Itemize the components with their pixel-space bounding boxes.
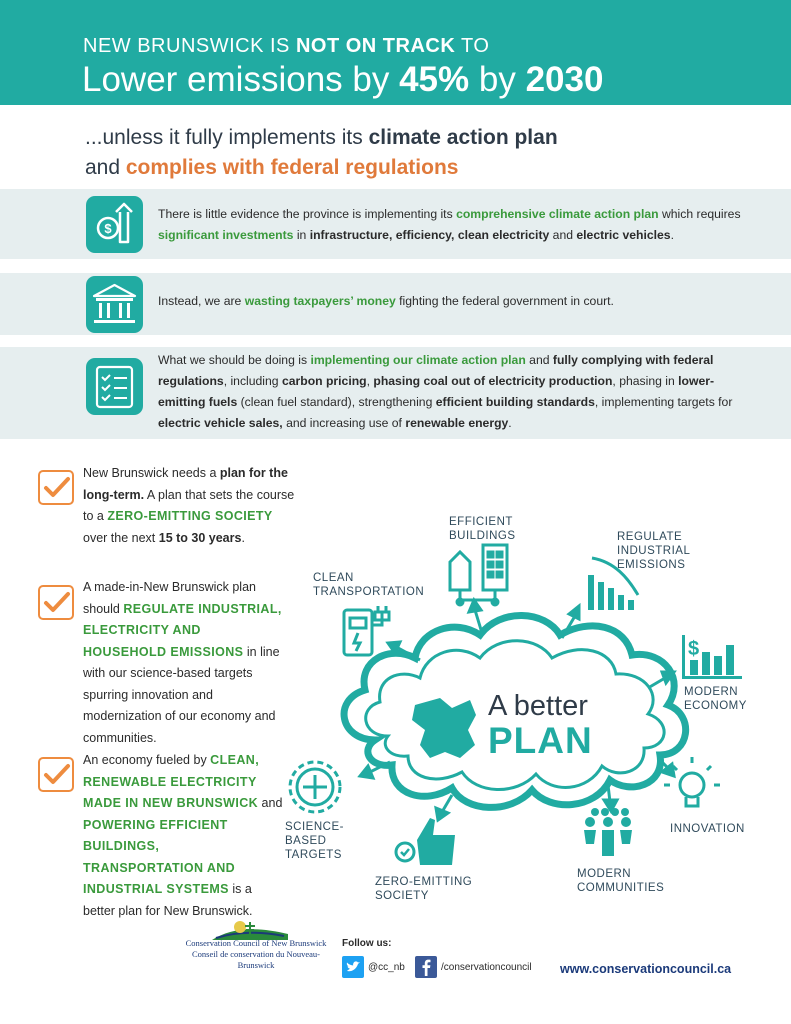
svg-text:$: $ <box>104 221 112 236</box>
subtitle: ...unless it fully implements its climate action plan and complies with federal regulations <box>85 126 558 179</box>
label-science-targets: SCIENCE-BASED TARGETS <box>285 821 344 861</box>
svg-text:$: $ <box>688 638 700 660</box>
header-title: Lower emissions by 45% by 2030 <box>82 60 604 99</box>
ev-charger-icon <box>344 606 389 655</box>
building-icon <box>450 545 507 605</box>
website-link[interactable]: www.conservationcouncil.ca <box>560 962 732 976</box>
people-icon <box>584 808 632 856</box>
economy-chart-icon <box>682 635 742 679</box>
checkmark-icon <box>38 757 74 792</box>
center-text-plan: PLAN <box>488 720 593 761</box>
center-text-line1: A better <box>488 690 588 722</box>
info-band-investment <box>0 189 791 259</box>
checkmark-icon <box>38 585 74 620</box>
header-banner <box>0 0 791 105</box>
courthouse-icon <box>86 276 143 333</box>
header-line1: NEW BRUNSWICK IS NOT ON TRACK TO <box>83 35 490 57</box>
band-text-court: Instead, we are wasting taxpayers’ money fighting the federal government in court. <box>158 294 614 308</box>
checklist-item-long-term: New Brunswick needs a plan for the long-term. A plan that sets the course to a ZERO-EMITTING SOCIETY over the next 15 to 30 years. <box>83 466 295 545</box>
label-regulate-emissions: REGULATE INDUSTRIAL EMISSIONS <box>617 531 690 571</box>
band-text-investment: There is little evidence the province is implementing its comprehensive climate action plan which requires significant investments in infrastructure, efficiency, clean electricity and electric vehicles. <box>158 207 741 242</box>
label-modern-communities: MODERN COMMUNITIES <box>577 868 665 894</box>
facebook-icon[interactable] <box>415 956 437 978</box>
twitter-handle[interactable]: @cc_nb <box>368 962 405 973</box>
label-modern-economy: MODERN ECONOMY <box>684 686 747 712</box>
gear-globe-icon <box>290 762 340 812</box>
checklist-item-clean-economy: An economy fueled by CLEAN, RENEWABLE ELECTRICITY MADE IN NEW BRUNSWICK and POWERING EFFICIENT BUILDINGS, TRANSPORTATION AND INDUSTRIAL SYSTEMS is a better plan for New Brunswick. <box>83 753 283 918</box>
new-brunswick-map-icon <box>412 698 476 758</box>
checkmark-icon <box>38 470 74 505</box>
label-innovation: INNOVATION <box>670 823 745 835</box>
label-zero-emitting: ZERO-EMITTING SOCIETY <box>375 876 473 902</box>
label-efficient-buildings: EFFICIENT BUILDINGS <box>449 516 516 542</box>
thumbs-up-icon <box>396 818 455 865</box>
twitter-icon[interactable] <box>342 956 364 978</box>
info-band-court <box>0 273 791 335</box>
facebook-handle[interactable]: /conservationcouncil <box>441 962 532 973</box>
label-clean-transportation: CLEAN TRANSPORTATION <box>313 572 425 598</box>
follow-us-label: Follow us: <box>342 938 392 949</box>
checklist-icon <box>86 358 143 415</box>
band-text-action: What we should be doing is implementing our climate action plan and fully complying with federal regulations, including carbon pricing, phasing coal out of electricity production, phasing in lower-emitting fuels (clean fuel standard), strengthening efficient building standards, implementing targets for electric vehicle sales, and increasing use of renewable energy. <box>158 353 733 430</box>
checklist-item-regulate: A made-in-New Brunswick plan should REGULATE INDUSTRIAL, ELECTRICITY AND HOUSEHOLD EMISSIONS in line with our science-based targets spurring innovation and modernization of our economy and communities. <box>83 580 282 745</box>
info-band-action <box>0 347 791 439</box>
money-growth-icon <box>86 196 143 253</box>
organization-name: Conservation Council of New Brunswick Conseil de conservation du Nouveau-Brunswick <box>185 938 327 970</box>
